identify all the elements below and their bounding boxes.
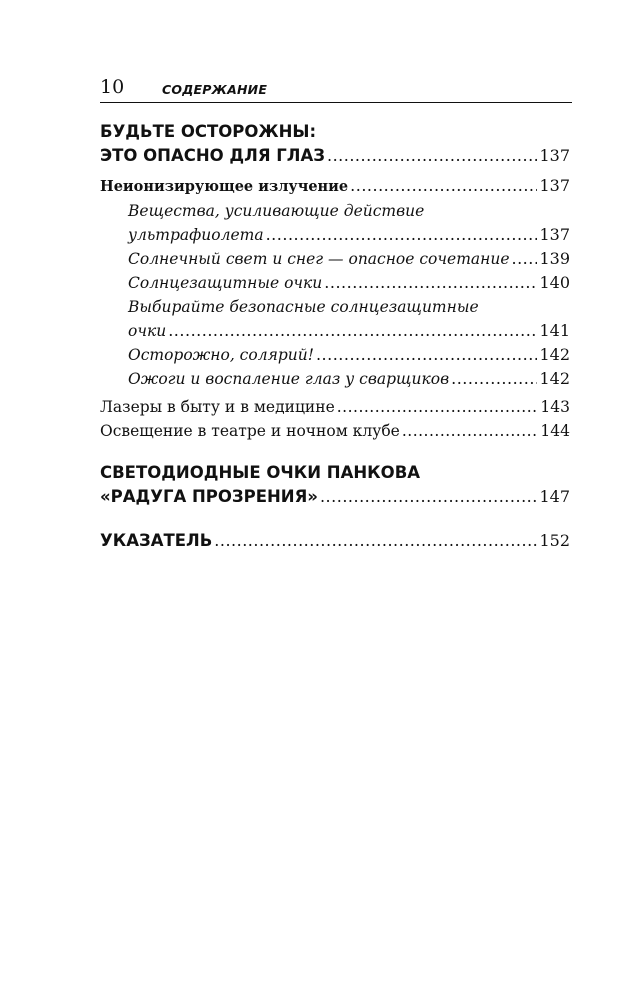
toc-page-number: 137 xyxy=(539,176,570,195)
dot-leader xyxy=(402,419,539,443)
toc-subsection-title: Солнцезащитные очки xyxy=(128,274,323,292)
toc-page-number: 139 xyxy=(539,249,570,268)
dot-leader xyxy=(168,319,537,343)
toc-subsection-title-line2: ультрафиолета xyxy=(128,226,264,244)
header-rule xyxy=(100,102,572,103)
toc-subsection-entry[interactable] xyxy=(100,343,570,367)
toc-subsection-title-line2: очки xyxy=(128,322,167,340)
toc-page-number: 152 xyxy=(539,531,570,550)
dot-leader xyxy=(451,367,537,391)
toc-page-number: 137 xyxy=(539,146,570,165)
toc-page-number: 137 xyxy=(539,225,570,244)
toc-page-number: 140 xyxy=(539,273,570,292)
dot-leader xyxy=(337,395,539,419)
toc-page-number: 143 xyxy=(540,398,570,416)
running-title: СОДЕРЖАНИЕ xyxy=(162,82,268,97)
toc-page-number: 142 xyxy=(539,345,570,364)
table-of-contents xyxy=(100,120,570,553)
dot-leader xyxy=(350,174,537,198)
page-header xyxy=(100,74,572,104)
toc-subsection-entry[interactable] xyxy=(100,271,570,295)
dot-leader xyxy=(327,144,537,168)
dot-leader xyxy=(512,247,538,271)
toc-chapter-title-line2: «РАДУГА ПРОЗРЕНИЯ» xyxy=(100,487,318,506)
dot-leader xyxy=(324,271,537,295)
toc-section-title: Освещение в театре и ночном клубе xyxy=(100,422,400,440)
toc-subsection-entry[interactable] xyxy=(100,367,570,391)
toc-page-number: 142 xyxy=(539,369,570,388)
dot-leader xyxy=(316,343,538,367)
toc-subsection-title: Осторожно, солярий! xyxy=(128,346,314,364)
toc-chapter-entry[interactable] xyxy=(100,529,570,553)
dot-leader xyxy=(266,223,538,247)
toc-subsection-entry[interactable] xyxy=(100,295,570,343)
toc-subsection-entry[interactable] xyxy=(100,199,570,247)
toc-subsection-entry[interactable] xyxy=(100,247,570,271)
toc-subsection-title-line1: Вещества, усиливающие действие xyxy=(128,202,425,220)
toc-subsection-title: Ожоги и воспаление глаз у сварщиков xyxy=(128,370,450,388)
toc-chapter-title-line1: СВЕТОДИОДНЫЕ ОЧКИ ПАНКОВА xyxy=(100,463,421,482)
toc-section-entry[interactable] xyxy=(100,395,570,419)
toc-subsection-title-line1: Выбирайте безопасные солнцезащитные xyxy=(128,298,479,316)
toc-page-number: 144 xyxy=(540,422,570,440)
toc-section-entry[interactable] xyxy=(100,174,570,199)
toc-chapter-title: УКАЗАТЕЛЬ xyxy=(100,531,213,550)
toc-section-title: Неионизирующее излучение xyxy=(100,178,349,195)
dot-leader xyxy=(214,529,537,553)
dot-leader xyxy=(320,485,537,509)
toc-chapter-entry[interactable] xyxy=(100,461,570,509)
toc-chapter-entry[interactable] xyxy=(100,120,570,168)
toc-chapter-title-line1: БУДЬТЕ ОСТОРОЖНЫ: xyxy=(100,122,317,141)
toc-page-number: 147 xyxy=(539,487,570,506)
page-number: 10 xyxy=(100,76,125,98)
toc-section-entry[interactable] xyxy=(100,419,570,443)
toc-subsection-title: Солнечный свет и снег — опасное сочетание xyxy=(128,250,510,268)
toc-page-number: 141 xyxy=(539,321,570,340)
toc-section-title: Лазеры в быту и в медицине xyxy=(100,398,335,416)
toc-chapter-title-line2: ЭТО ОПАСНО ДЛЯ ГЛАЗ xyxy=(100,146,325,165)
